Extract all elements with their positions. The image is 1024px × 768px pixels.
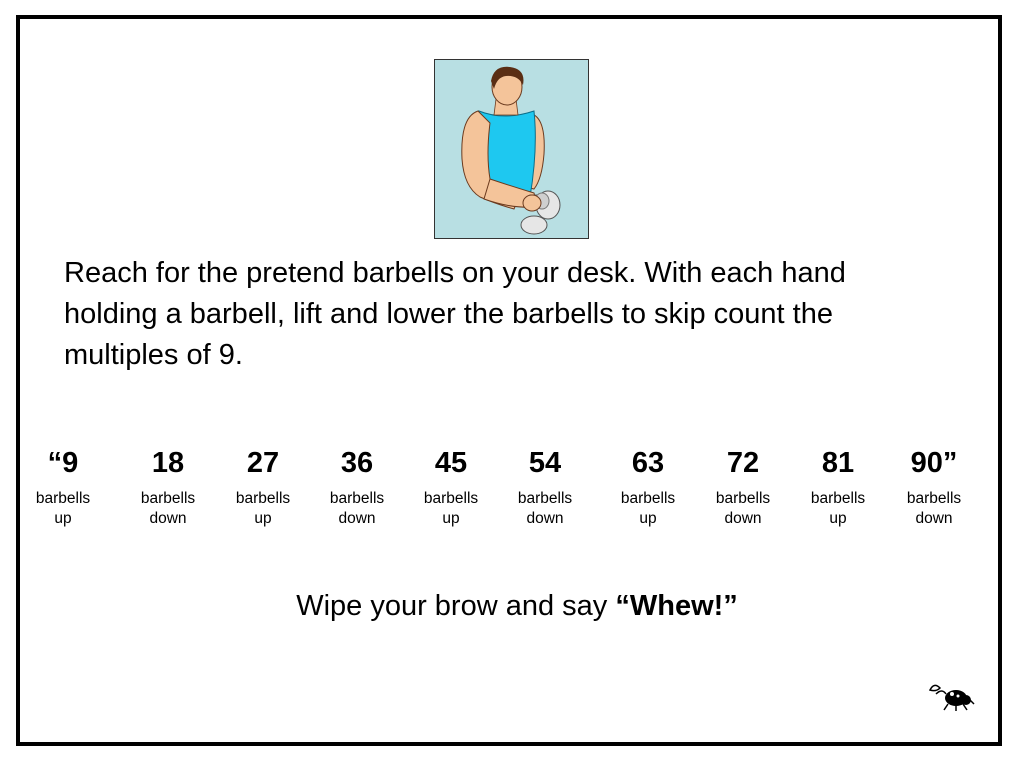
closing-text: Wipe your brow and say: [296, 590, 616, 622]
count-action-label: barbells: [620, 490, 676, 507]
count-direction-label: down: [915, 510, 953, 527]
instructions-text: Reach for the pretend barbells on your desk. With each hand holding a barbell, lift and lower the barbells to skip count the multiples of 9.: [64, 257, 846, 371]
count-item: [8, 445, 118, 529]
count-direction-label: down: [149, 510, 187, 527]
count-item: [490, 445, 600, 529]
count-direction-label: up: [254, 510, 272, 527]
count-number: 63: [631, 447, 665, 479]
count-direction-label: up: [639, 510, 657, 527]
count-number: 81: [821, 447, 855, 479]
count-number: 45: [434, 447, 468, 479]
count-action-label: barbells: [715, 490, 771, 507]
count-direction-label: up: [54, 510, 72, 527]
skip-count-row: [0, 445, 1024, 545]
count-action-label: barbells: [517, 490, 573, 507]
count-item: [113, 445, 223, 529]
count-direction-label: down: [526, 510, 564, 527]
count-direction-label: down: [338, 510, 376, 527]
count-item: [783, 445, 893, 529]
count-number: 90”: [910, 447, 958, 479]
count-item: [593, 445, 703, 529]
count-direction-label: down: [724, 510, 762, 527]
count-direction-label: up: [442, 510, 460, 527]
count-number: 36: [340, 447, 374, 479]
count-item: [688, 445, 798, 529]
count-action-label: barbells: [35, 490, 91, 507]
closing-emphasis: “Whew!”: [615, 590, 738, 622]
count-number: 72: [726, 447, 760, 479]
count-number: “9: [47, 447, 79, 479]
count-action-label: barbells: [329, 490, 385, 507]
count-action-label: barbells: [810, 490, 866, 507]
count-action-label: barbells: [906, 490, 962, 507]
weightlifter-illustration: [434, 59, 589, 239]
count-direction-label: up: [829, 510, 847, 527]
count-action-label: barbells: [235, 490, 291, 507]
count-number: 27: [246, 447, 280, 479]
count-action-label: barbells: [140, 490, 196, 507]
count-action-label: barbells: [423, 490, 479, 507]
count-number: 18: [151, 447, 185, 479]
fly-icon: [926, 680, 976, 712]
count-item: [879, 445, 989, 529]
count-number: 54: [528, 447, 562, 479]
closing-line: [0, 586, 1024, 626]
